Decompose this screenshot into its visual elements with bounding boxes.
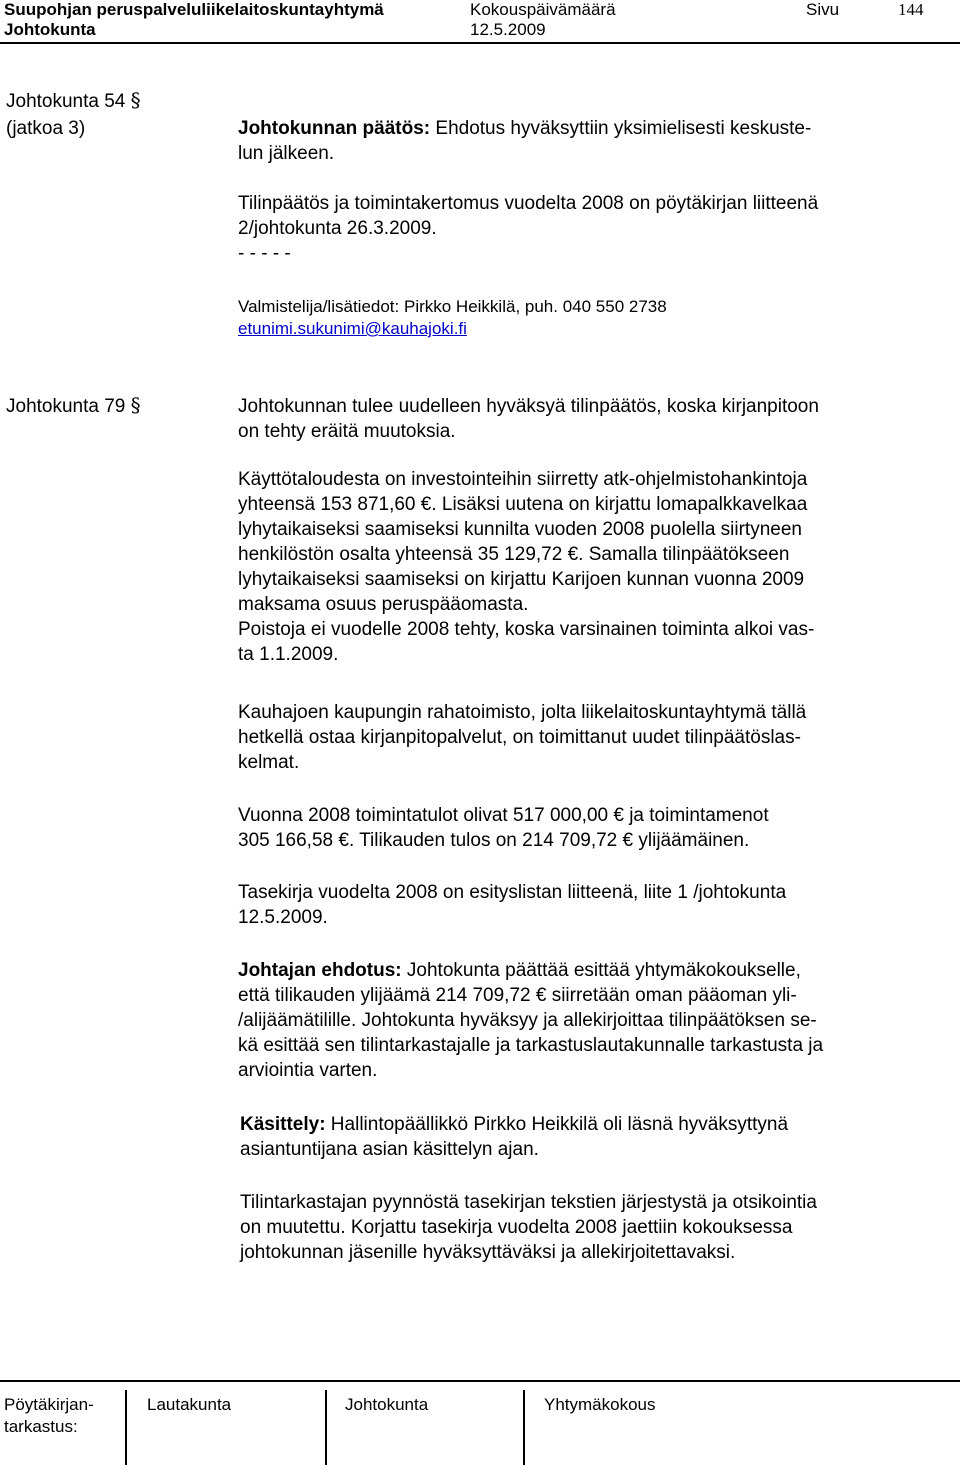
results-paragraph [238,803,938,853]
paragraph-line: Käyttötaloudesta on investointeihin siirretty atk-ohjelmistohankintoja [238,469,808,490]
intro-paragraph [238,394,938,444]
paragraph-line: 12.5.2009. [238,907,328,928]
page-label: Sivu [806,0,840,19]
paragraph-line: on muutettu. Korjattu tasekirja vuodelta 2008 jaettiin kokouksessa [240,1217,793,1238]
investments-paragraph [238,467,938,667]
page-number: 144 [898,0,924,19]
footer-text: tarkastus: [4,1417,78,1436]
paragraph-line: arviointia varten. [238,1060,378,1081]
paragraph-line: /alijäämätilille. Johtokunta hyväksyy ja allekirjoittaa tilinpäätöksen se- [238,1010,817,1031]
paragraph-line: henkilöstön osalta yhteensä 35 129,72 €. Samalla tilinpäätökseen [238,544,790,565]
paragraph-line: asiantuntijana asian käsittelyn ajan. [240,1139,539,1160]
footer-divider [523,1390,525,1465]
handling-label: Käsittely: [240,1114,326,1135]
organization-name: Suupohjan peruspalveluliikelaitoskuntayhtymä [4,0,384,19]
auditor-paragraph [240,1190,940,1265]
footer-executive-board: Johtokunta [345,1395,429,1414]
paragraph-line: maksama osuus peruspääomasta. [238,594,529,615]
separator: - - - - - [238,243,291,264]
paragraph-line: yhteensä 153 871,60 €. Lisäksi uutena on kirjattu lomapalkkavelkaa [238,494,808,515]
section-mark: § [130,88,141,112]
attachment-line: 2/johtokunta 26.3.2009. [238,218,437,239]
footer-review-label [4,1394,94,1438]
section-mark: § [130,393,141,417]
paragraph-line: Hallintopäällikkö Pirkko Heikkilä oli läsnä hyväksyttynä [325,1114,789,1135]
header-rule [0,42,960,44]
footer-rule [0,1380,960,1382]
body-name: Johtokunta [4,20,96,39]
attachment-paragraph [238,191,938,266]
paragraph-line: ta 1.1.2009. [238,644,339,665]
item-label [6,393,141,419]
balance-book-paragraph [238,880,938,930]
item-continuation-label: (jatkoa 3) [6,118,86,139]
footer-board: Lautakunta [147,1395,232,1414]
paragraph-line: lyhytaikaiseksi saamiseksi kunnilta vuoden 2008 puolella siirtyneen [238,519,802,540]
accounting-paragraph [238,700,938,775]
paragraph-line: Johtokunnan tulee uudelleen hyväksyä tilinpäätös, koska kirjanpitoon [238,396,819,417]
decision-text-cont: lun jälkeen. [238,143,335,164]
decision-paragraph [238,116,938,166]
proposal-paragraph [238,958,938,1083]
paragraph-line: kä esittää sen tilintarkastajalle ja tarkastuslautakunnalle tarkastusta ja [238,1035,824,1056]
paragraph-line: Poistoja ei vuodelle 2008 tehty, koska varsinainen toiminta alkoi vas- [238,619,815,640]
item-label [6,88,141,114]
paragraph-line: 305 166,58 €. Tilikauden tulos on 214 709,72 € ylijäämäinen. [238,830,750,851]
paragraph-line: hetkellä ostaa kirjanpitopalvelut, on toimittanut uudet tilinpäätöslas- [238,727,801,748]
footer-text: Pöytäkirjan- [4,1395,94,1414]
paragraph-line: Kauhajoen kaupungin rahatoimisto, jolta liikelaitoskuntayhtymä tällä [238,702,807,723]
paragraph-line: lyhytaikaiseksi saamiseksi on kirjattu Karijoen kunnan vuonna 2009 [238,569,805,590]
meeting-date: 12.5.2009 [470,20,546,39]
paragraph-line: Johtokunta päättää esittää yhtymäkokoukselle, [401,960,801,981]
handling-paragraph [240,1112,940,1162]
email-link[interactable]: etunimi.sukunimi@kauhajoki.fi [238,319,467,338]
preparer-line: Valmistelija/lisätiedot: Pirkko Heikkilä, puh. 040 550 2738 [238,297,667,316]
footer-joint-meeting: Yhtymäkokous [544,1395,656,1414]
paragraph-line: Tasekirja vuodelta 2008 on esityslistan liitteenä, liite 1 /johtokunta [238,882,787,903]
attachment-line: Tilinpäätös ja toimintakertomus vuodelta 2008 on pöytäkirjan liitteenä [238,193,819,214]
paragraph-line: Tilintarkastajan pyynnöstä tasekirjan tekstien järjestystä ja otsikointia [240,1192,817,1213]
date-label: Kokouspäivämäärä [470,0,616,19]
footer-divider [125,1390,127,1465]
item-label-text: Johtokunta 79 [6,396,126,417]
proposal-label: Johtajan ehdotus: [238,960,402,981]
paragraph-line: Vuonna 2008 toimintatulot olivat 517 000,00 € ja toimintamenot [238,805,769,826]
preparer-info [238,296,938,340]
decision-text: Ehdotus hyväksyttiin yksimielisesti keskuste- [430,118,812,139]
paragraph-line: johtokunnan jäsenille hyväksyttäväksi ja allekirjoitettavaksi. [240,1242,736,1263]
decision-label: Johtokunnan päätös: [238,118,431,139]
item-label-text: Johtokunta 54 [6,91,126,112]
footer-divider [325,1390,327,1465]
paragraph-line: että tilikauden ylijäämä 214 709,72 € siirretään oman pääoman yli- [238,985,797,1006]
paragraph-line: on tehty eräitä muutoksia. [238,421,456,442]
paragraph-line: kelmat. [238,752,300,773]
